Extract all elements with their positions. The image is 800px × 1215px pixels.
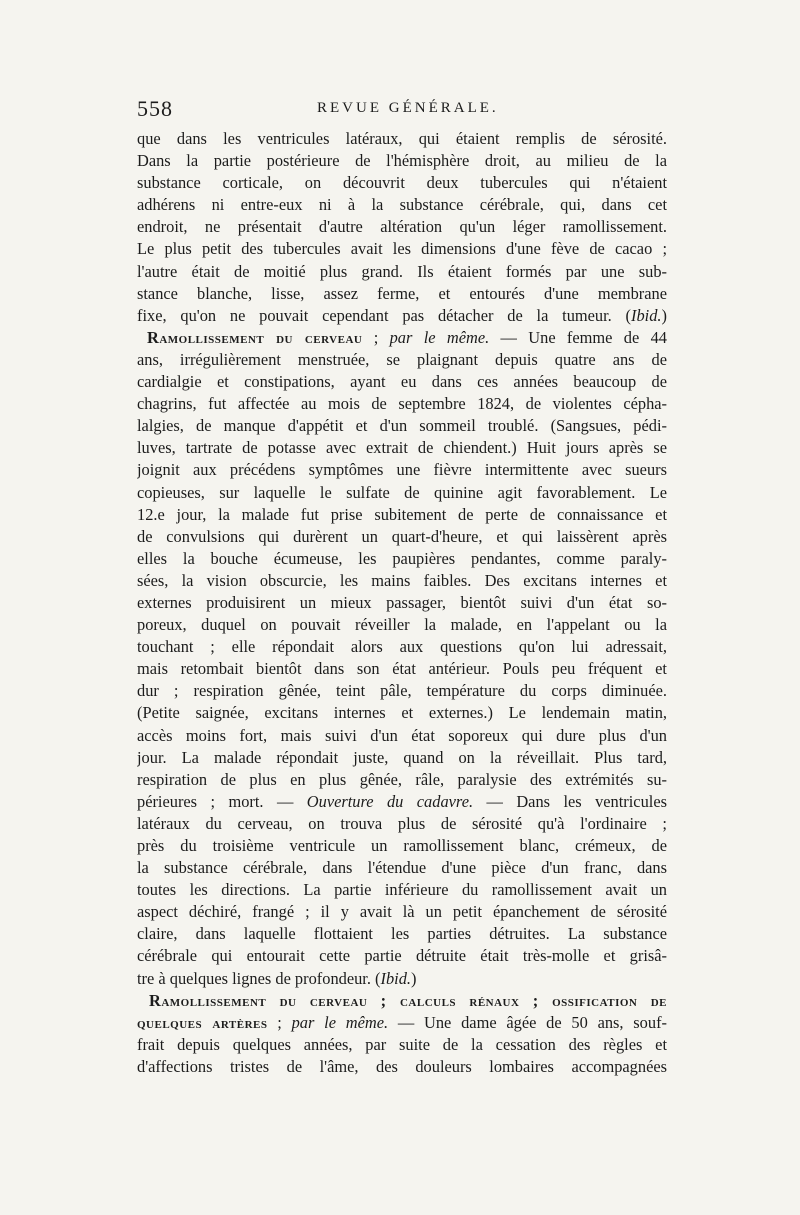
section-heading-line: Ramollissement du cerveau ; par le même. — Une femme de 44	[147, 327, 667, 347]
text-line: Le plus petit des tubercules avait les dimensions d'une fève de cacao ;	[137, 239, 667, 259]
text-line: que dans les ventricules latéraux, qui étaient remplis de sérosité.	[137, 129, 667, 148]
text-line: cérébrale qui entourait cette partie détruite était très-molle et grisâ-	[137, 946, 667, 966]
text-line: frait depuis quelques années, par suite de la cessation des règles et	[137, 1034, 667, 1054]
text-line: cardialgie et constipations, ayant eu dans ces années beaucoup de	[137, 372, 667, 392]
section-heading: quelques artères	[137, 1012, 268, 1032]
section-heading: Ramollissement du cerveau ; calculs rénaux ; ossification de	[149, 990, 667, 1010]
text-line: mais retombait bientôt dans son état antérieur. Pouls peu fréquent et	[137, 659, 667, 679]
text-line: latéraux du cerveau, on trouva plus de sérosité qu'à l'ordinaire ;	[137, 813, 667, 833]
text-line: fixe, qu'on ne pouvait cependant pas détacher de la tumeur. (Ibid.)	[137, 305, 667, 325]
text-line: endroit, ne présentait d'autre altération qu'un léger ramollissement.	[137, 217, 667, 237]
text-line: Dans la partie postérieure de l'hémisphère droit, au milieu de la	[137, 151, 667, 171]
text-line: d'affections tristes de l'âme, des douleurs lombaires accompagnées	[137, 1056, 667, 1076]
text-line: l'autre était de moitié plus grand. Ils étaient formés par une sub-	[137, 261, 667, 281]
text-line: adhérens ni entre-eux ni à la substance cérébrale, qui, dans cet	[137, 195, 667, 215]
text-line: de convulsions qui durèrent un quart-d'heure, et qui laissèrent après	[137, 526, 667, 546]
text-line: périeures ; mort. — Ouverture du cadavre. — Dans les ventricules	[137, 791, 667, 811]
text-line: la substance cérébrale, dans l'étendue d'une pièce d'un franc, dans	[137, 858, 667, 878]
text-line: dur ; respiration gênée, teint pâle, température du corps diminuée.	[137, 681, 667, 701]
text-line: toutes les directions. La partie inférieure du ramollissement avait un	[137, 880, 667, 900]
text-line: poreux, duquel on pouvait réveiller la malade, en l'appelant ou la	[137, 615, 667, 635]
text-line: copieuses, sur laquelle le sulfate de quinine agit favorablement. Le	[137, 482, 667, 502]
section-heading-line	[137, 990, 667, 1012]
text-line: respiration de plus en plus gênée, râle, paralysie des extrémités su-	[137, 769, 667, 789]
text-line: chagrins, fut affectée au mois de septembre 1824, de violentes cépha-	[137, 394, 667, 414]
text-line: claire, dans laquelle flottaient les parties détruites. La substance	[137, 924, 667, 944]
text-line: lalgies, de manque d'appétit et d'un sommeil troublé. (Sangsues, pédi-	[137, 416, 667, 436]
text-line: ans, irrégulièrement menstruée, se plaignant depuis quatre ans de	[137, 349, 667, 369]
text-line: sées, la vision obscurcie, les mains faibles. Des excitans internes et	[137, 570, 667, 590]
text-line: luves, tartrate de potasse avec extrait de chiendent.) Huit jours après se	[137, 438, 667, 458]
body-text	[137, 128, 667, 1078]
text-line: 12.e jour, la malade fut prise subitement de perte de connaissance et	[137, 504, 667, 524]
text-line: aspect déchiré, frangé ; il y avait là un petit épanchement de sérosité	[137, 902, 667, 922]
section-heading: Ramollissement du cerveau	[147, 327, 363, 347]
text-line: tre à quelques lignes de profondeur. (Ibid.)	[137, 968, 417, 988]
text-line: (Petite saignée, excitans internes et externes.) Le lendemain matin,	[137, 703, 667, 723]
text-line: accès moins fort, mais suivi d'un état soporeux qui dure plus d'un	[137, 725, 667, 745]
text-line: stance blanche, lisse, assez ferme, et entourés d'une membrane	[137, 283, 667, 303]
text-line: jour. La malade répondait juste, quand on la réveillait. Plus tard,	[137, 747, 667, 767]
text-line: substance corticale, on découvrit deux tubercules qui n'étaient	[137, 173, 667, 193]
page-number: 558	[137, 96, 173, 121]
page-header	[137, 96, 657, 126]
running-title: REVUE GÉNÉRALE.	[317, 100, 499, 116]
section-heading-line: quelques artères ; par le même. — Une dame âgée de 50 ans, souf-	[137, 1012, 667, 1032]
text-line: touchant ; elle répondait alors aux questions qu'on lui adressait,	[137, 637, 667, 657]
text-line: externes produisirent un mieux passager, bientôt suivi d'un état so-	[137, 592, 667, 612]
text-line: joignit aux précédens symptômes une fièvre intermittente avec sueurs	[137, 460, 667, 480]
text-line: près du troisième ventricule un ramollissement blanc, crémeux, de	[137, 836, 667, 855]
text-line: elles la bouche écumeuse, les paupières pendantes, comme paraly-	[137, 548, 667, 568]
